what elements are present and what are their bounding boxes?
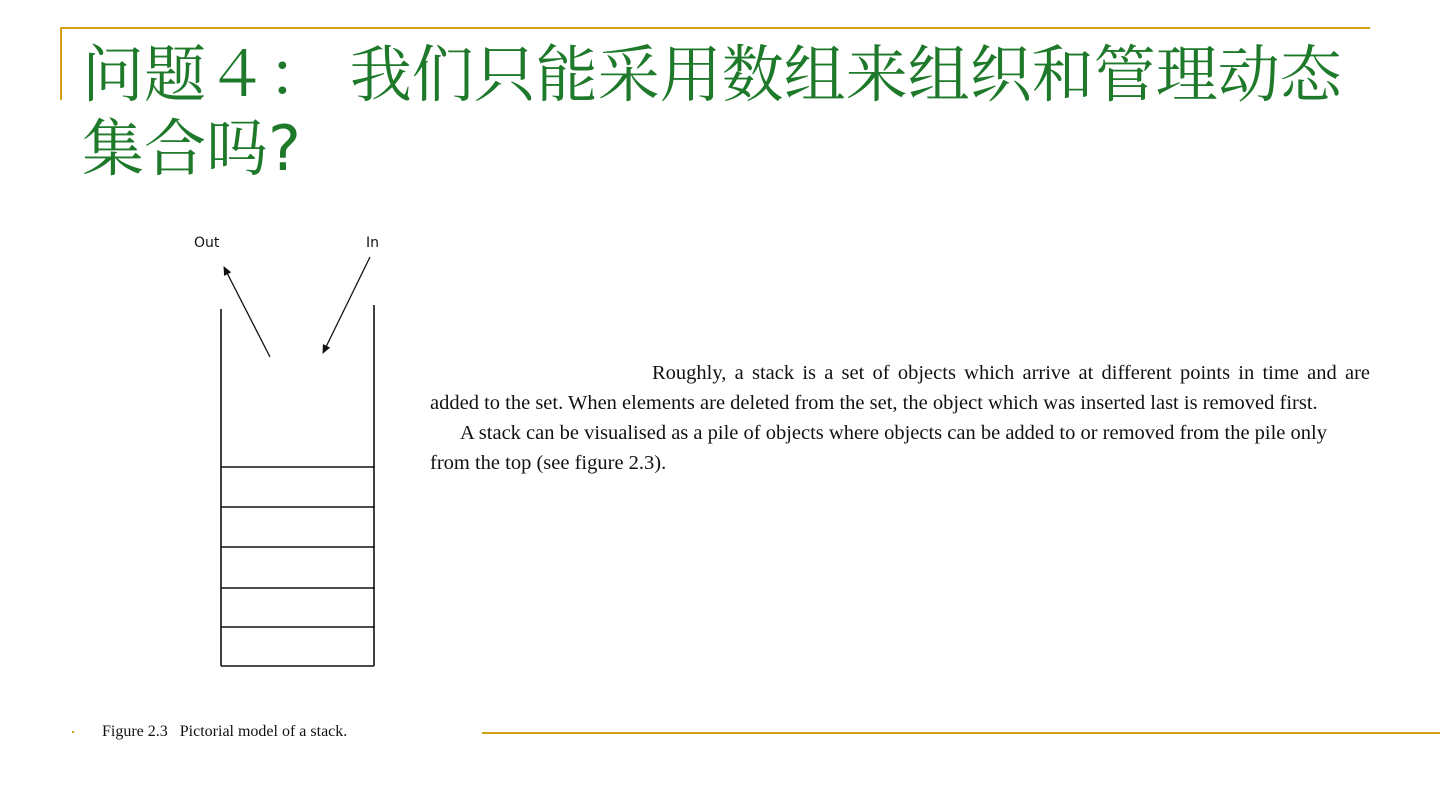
out-label: Out xyxy=(194,235,220,251)
caption-row xyxy=(72,722,1372,746)
caption-rule xyxy=(482,732,1440,734)
slide-title: 问题４： 我们只能采用数组来组织和管理动态集合吗? xyxy=(82,38,1342,185)
figure-caption: Figure 2.3 Pictorial model of a stack. xyxy=(102,723,348,740)
caption-bullet xyxy=(72,731,74,733)
body-text xyxy=(430,358,1370,478)
paragraph-stack-visualisation: A stack can be visualised as a pile of objects where objects can be added to or removed from the pile only from the top (see figure 2.3). xyxy=(430,422,1327,474)
in-arrow xyxy=(323,257,370,353)
frame-top-line xyxy=(60,27,1370,29)
out-arrow xyxy=(224,267,270,357)
frame-left-line xyxy=(60,27,62,100)
paragraph-stack-definition: Roughly, a stack is a set of objects which arrive at different points in time and are added to the set. When elements are deleted from the set, the object which was inserted last is removed first. xyxy=(430,362,1370,414)
in-label: In xyxy=(366,235,380,251)
stack-figure xyxy=(180,225,420,685)
